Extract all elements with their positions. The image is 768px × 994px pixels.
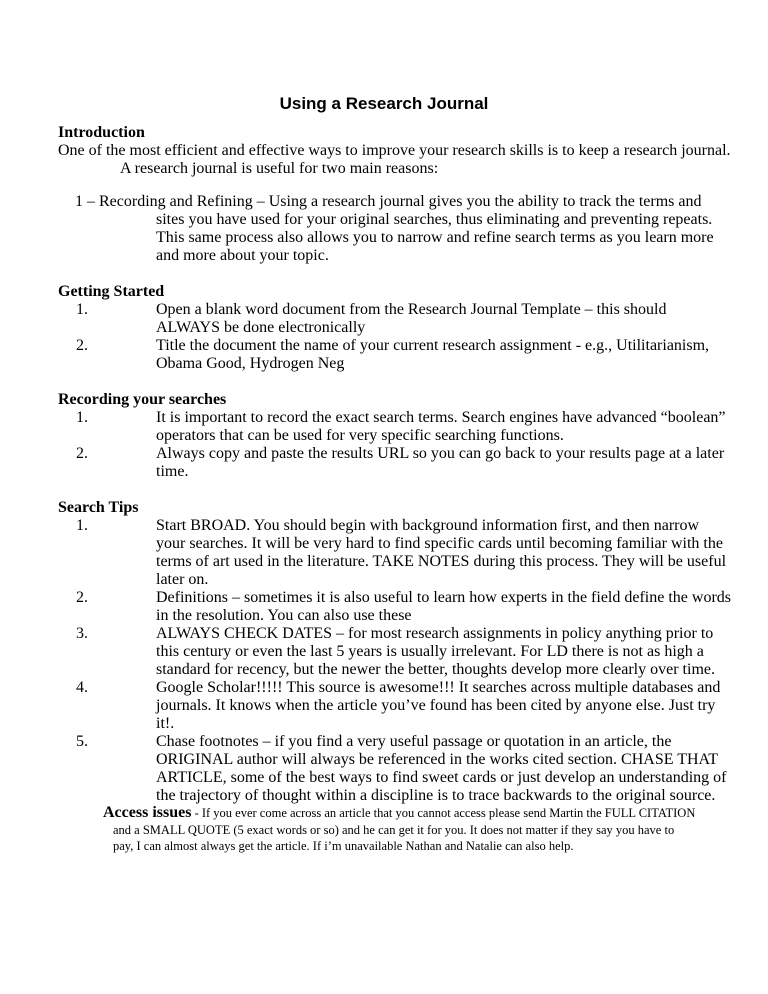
item-line: journals. It knows when the article you’ve found has been cited by anyone else. Just try	[156, 697, 716, 714]
item-line: Start BROAD. You should begin with background information first, and then narrow	[156, 517, 700, 534]
access-line: pay, I can almost always get the article. If i’m unavailable Nathan and Natalie can also help.	[113, 839, 574, 853]
introduction-section	[58, 124, 748, 265]
numbered-item	[58, 679, 748, 733]
access-line: and a SMALL QUOTE (5 exact words or so) and he can get it for you. It does not matter if they say you have to	[113, 822, 675, 837]
numbered-item	[58, 589, 748, 625]
access-line: - If you ever come across an article that you cannot access please send Martin the FULL CITATION	[191, 806, 696, 820]
section-heading: Introduction	[58, 124, 145, 141]
numbered-item	[58, 337, 748, 373]
item-line: ALWAYS be done electronically	[156, 319, 366, 336]
item-line: Always copy and paste the results URL so you can go back to your results page at a later	[156, 445, 725, 462]
numbered-item	[58, 409, 748, 445]
reason-line: and more about your topic.	[156, 247, 329, 264]
item-line: Obama Good, Hydrogen Neg	[156, 355, 345, 372]
item-line: ALWAYS CHECK DATES – for most research assignments in policy anything prior to	[156, 625, 714, 642]
item-line: time.	[156, 463, 189, 480]
item-number: 1.	[76, 517, 88, 534]
page-title: Using a Research Journal	[279, 94, 489, 113]
item-number: 2.	[76, 589, 88, 606]
item-number: 3.	[76, 625, 88, 642]
paragraph-line: One of the most efficient and effective ways to improve your research skills is to keep a research journal.	[58, 142, 731, 159]
item-line: Google Scholar!!!!! This source is awesome!!! It searches across multiple databases and	[156, 679, 721, 696]
item-line: Chase footnotes – if you find a very useful passage or quotation in an article, the	[156, 733, 672, 750]
item-line: later on.	[156, 571, 209, 588]
numbered-item	[58, 445, 748, 481]
item-number: 2.	[76, 337, 88, 354]
item-number: 2.	[76, 445, 88, 462]
access-issues-note	[103, 805, 748, 855]
item-line: ORIGINAL author will always be referenced in the works cited section. CHASE THAT	[156, 751, 719, 768]
access-heading: Access issues	[103, 804, 192, 821]
item-line: in the resolution. You can also use these	[156, 607, 412, 624]
reason-line: sites you have used for your original searches, thus eliminating and preventing repeats.	[156, 211, 713, 228]
item-line: terms of art used in the literature. TAKE NOTES during this process. They will be useful	[156, 553, 727, 570]
numbered-item	[58, 301, 748, 337]
section	[58, 283, 748, 373]
reason-line: This same process also allows you to narrow and refine search terms as you learn more	[156, 229, 714, 246]
item-line: standard for recency, but the newer the better, thoughts develop more clearly over time.	[156, 661, 715, 678]
numbered-item	[58, 733, 748, 805]
numbered-item	[58, 517, 748, 589]
item-line: your searches. It will be very hard to find specific cards until becoming familiar with the	[156, 535, 723, 552]
document-body	[58, 124, 748, 855]
item-line: Title the document the name of your current research assignment - e.g., Utilitarianism,	[156, 337, 710, 354]
section-heading: Getting Started	[58, 283, 165, 300]
numbered-item	[58, 625, 748, 679]
item-line: Definitions – sometimes it is also useful to learn how experts in the field define the words	[156, 589, 731, 606]
item-number: 1.	[76, 301, 88, 318]
paragraph-line: A research journal is useful for two main reasons:	[120, 160, 439, 177]
section-heading: Search Tips	[58, 499, 139, 516]
item-line: the trajectory of thought within a discipline is to trace backwards to the original source.	[156, 787, 716, 804]
section	[58, 499, 748, 805]
item-line: it!.	[156, 715, 175, 732]
item-number: 4.	[76, 679, 88, 696]
reason-item	[58, 193, 748, 265]
section	[58, 391, 748, 481]
reason-line: 1 – Recording and Refining – Using a research journal gives you the ability to track the terms and	[75, 193, 702, 210]
section-heading: Recording your searches	[58, 391, 227, 408]
item-line: It is important to record the exact search terms. Search engines have advanced “boolean”	[156, 409, 726, 426]
item-line: this century or even the last 5 years is usually irrelevant. For LD there is not as high a	[156, 643, 704, 660]
item-line: ARTICLE, some of the best ways to find sweet cards or just develop an understanding of	[156, 769, 727, 786]
item-number: 5.	[76, 733, 88, 750]
item-number: 1.	[76, 409, 88, 426]
item-line: operators that can be used for very specific searching functions.	[156, 427, 564, 444]
item-line: Open a blank word document from the Research Journal Template – this should	[156, 301, 667, 318]
